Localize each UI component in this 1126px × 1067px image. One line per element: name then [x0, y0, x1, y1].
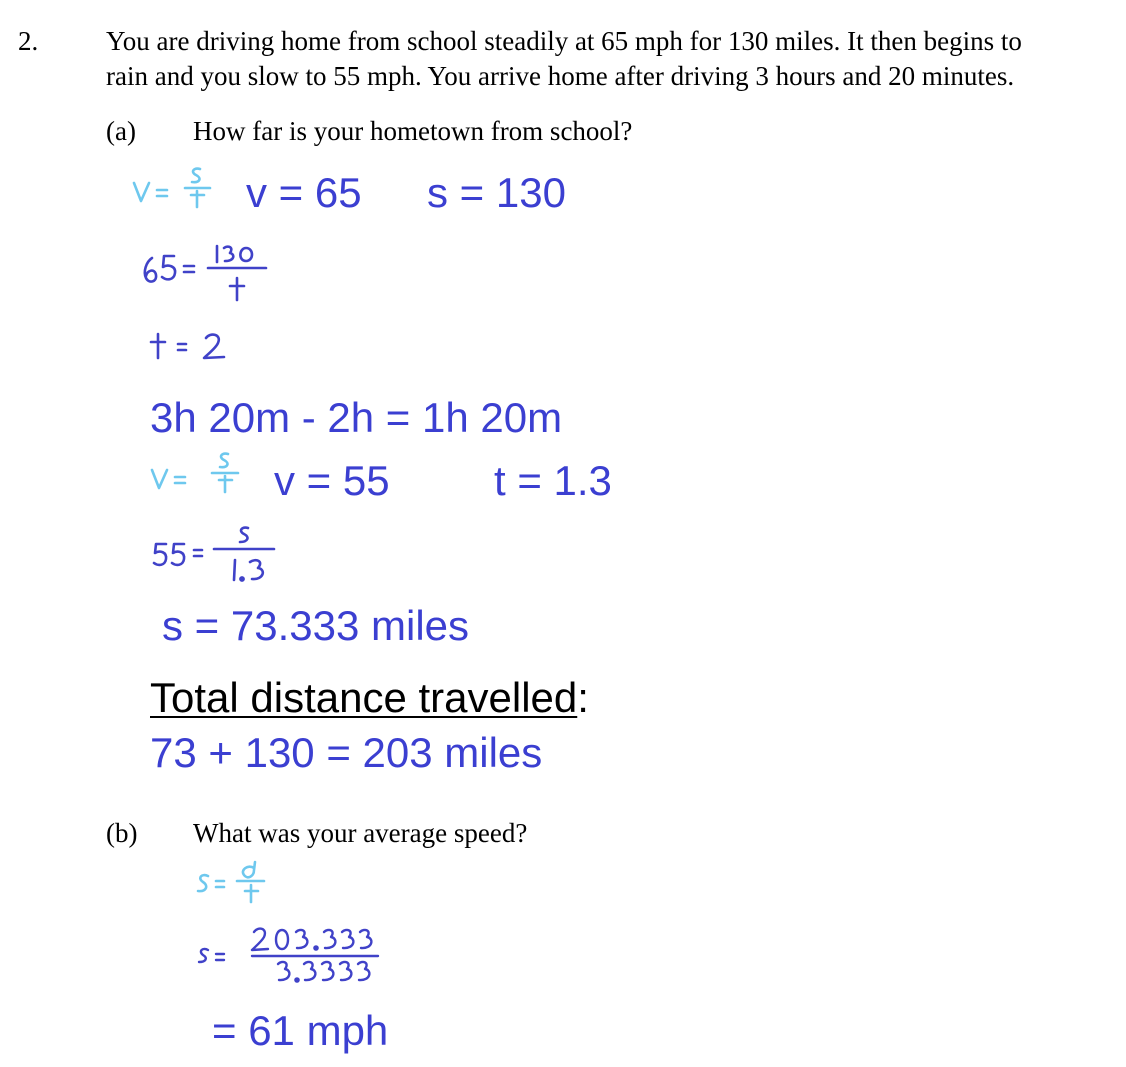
typed-total-sum: 73 + 130 = 203 miles — [150, 729, 543, 776]
handwritten-65-equals-130-over-t — [138, 240, 278, 312]
part-b-question: What was your average speed? — [193, 818, 528, 848]
problem-number: 2. — [18, 26, 39, 56]
part-a-label: (a) — [106, 116, 136, 146]
handwritten-s-equals-203-333-over-3-3333 — [194, 920, 394, 992]
handwritten-formula-s-equals-d-over-t — [192, 858, 272, 916]
typed-average-speed-answer: = 61 mph — [212, 1007, 389, 1054]
typed-s-equals-130: s = 130 — [427, 169, 566, 216]
handwritten-formula-v-equals-s-over-t — [130, 163, 230, 215]
part-a-question: How far is your hometown from school? — [193, 116, 633, 146]
typed-t-equals-1-3: t = 1.3 — [494, 457, 612, 504]
problem-text-line-2: rain and you slow to 55 mph. You arrive home after driving 3 hours and 20 minutes. — [106, 61, 1015, 91]
handwritten-t-equals-2 — [146, 328, 256, 368]
total-distance-heading-text: Total distance travelled — [150, 674, 578, 721]
typed-v-equals-55: v = 55 — [274, 457, 390, 504]
typed-v-equals-65: v = 65 — [246, 169, 362, 216]
handwritten-55-equals-s-over-1-3 — [150, 522, 285, 588]
total-distance-heading — [150, 674, 589, 721]
total-distance-heading-colon: : — [577, 674, 589, 721]
problem-text-line-1: You are driving home from school steadily at 65 mph for 130 miles. It then begins to — [106, 26, 1022, 56]
part-b-label: (b) — [106, 818, 138, 848]
typed-s-result: s = 73.333 miles — [162, 602, 470, 649]
typed-time-difference: 3h 20m - 2h = 1h 20m — [150, 394, 563, 441]
handwritten-formula-v-equals-s-over-t-2 — [148, 448, 248, 500]
